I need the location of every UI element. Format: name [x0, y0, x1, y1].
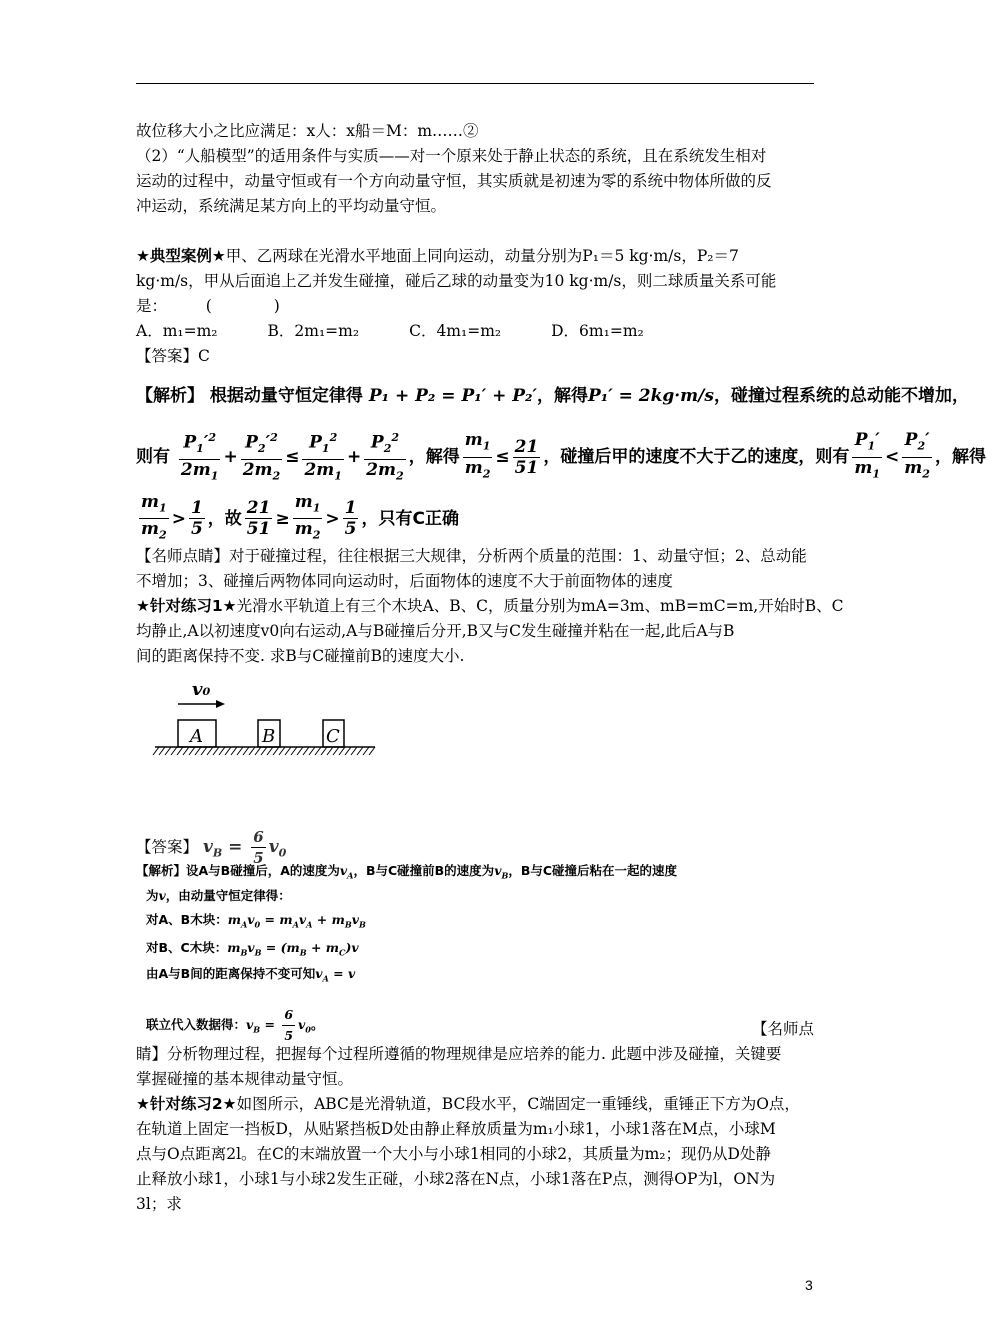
- momentum-equation: P₁ + P₂ = P₁′ + P₂′: [368, 386, 537, 406]
- analysis-text: 联立代入数据得：: [146, 1017, 247, 1032]
- velocity-symbol: $v_A$: [339, 863, 354, 881]
- velocity-inequality: $\frac{P_1'}{m_1}$ < $\frac{P_2'}{m_2}$: [854, 430, 930, 481]
- case-analysis-line1: [136, 386, 969, 406]
- analysis-text: ，解得: [536, 386, 588, 406]
- velocity-symbol: $v_B$: [494, 863, 509, 881]
- ex2-line2: 在轨道上固定一挡板D，从贴紧挡板D处由静止释放质量为m₁小球1，小球1落在M点，小球M: [136, 1120, 776, 1138]
- energy-inequality: $\frac{P_1'^2}{2m_1}$ + $\frac{P_2'^2}{2m_2}$ ≤ $\frac{P_1^2}{2m_1}$ + $\frac{P_2^2}{2m_2}$: [176, 447, 409, 467]
- analysis-text: 对A、B木块：: [146, 912, 228, 927]
- ex1-line3: 间的距离保持不变. 求B与C碰撞前B的速度大小.: [136, 647, 465, 665]
- case-analysis-line2: [136, 428, 986, 486]
- v0-label: v₀: [192, 679, 211, 700]
- analysis-text: ，碰撞过程系统的总动能不增加，: [713, 386, 969, 406]
- ex2-line5: 3l；求: [136, 1195, 182, 1213]
- page-number: 3: [805, 1277, 813, 1293]
- blocks-figure: [150, 675, 380, 765]
- ex2-text1: 如图所示，ABC是光滑轨道，BC段水平，C端固定一重锤线，重锤正下方为O点，: [236, 1095, 800, 1113]
- analysis-text: 由A与B间的距离保持不变可知: [146, 966, 316, 981]
- para1-line3: 运动的过程中，动量守恒或有一个方向动量守恒，其实质就是初速为零的系统中物体所做的反: [136, 172, 772, 190]
- equation-result: $v_B$ = $\frac{6}{5}$ $v_0$: [246, 1007, 311, 1043]
- ex1-tip2: 掌握碰撞的基本规律动量守恒。: [136, 1070, 354, 1088]
- ex1-text1: 光滑水平轨道上有三个木块A、B、C，质量分别为mA=3m、mB=mC=m,开始时B、C: [236, 597, 844, 615]
- velocity-symbol: v: [158, 888, 166, 903]
- block-b-label: B: [262, 726, 276, 747]
- ex1-analysis-line1: [136, 861, 677, 886]
- ex2-line3: 点与O点距离2l。在C的末端放置一个大小与小球1相同的小球2，其质量为m₂；现仍从D处静: [136, 1145, 771, 1163]
- case-analysis-line3: [136, 492, 459, 546]
- ex1-line1: [136, 596, 843, 616]
- ex1-analysis-line5: [146, 964, 355, 989]
- ex1-line2: 均静止,A以初速度v0向右运动,A与B碰撞后分开,B又与C发生碰撞并粘在一起,此后A与B: [136, 622, 735, 640]
- analysis-text: ，解得: [934, 447, 986, 468]
- analysis-text: 【解析】设A与B碰撞后，A的速度为: [136, 863, 340, 878]
- ground-hatching: [153, 747, 375, 755]
- ex1-analysis-line2: [146, 886, 291, 906]
- ex1-tag: ★针对练习1★: [136, 597, 237, 615]
- analysis-text: 对B、C木块：: [146, 940, 228, 955]
- case-line2: kg·m/s，甲从后面追上乙并发生碰撞，碰后乙球的动量变为10 kg·m/s，则二球质量关系可能: [136, 272, 777, 290]
- ex1-tip1: 睛】分析物理过程，把握每个过程所遵循的物理规律是应培养的能力. 此题中涉及碰撞，关键要: [136, 1045, 782, 1063]
- ex2-line4: 止释放小球1，小球1与小球2发生正碰，小球2落在N点，小球1落在P点，测得OP为l，ON为: [136, 1170, 776, 1188]
- case-text1: 甲、乙两球在光滑水平地面上同向运动，动量分别为P₁＝5 kg·m/s，P₂＝7: [225, 247, 739, 265]
- para1-line2: （2）“人船模型”的适用条件与实质——对一个原来处于静止状态的系统，且在系统发生相对: [136, 147, 767, 165]
- block-a-label: A: [190, 726, 203, 747]
- case-line3: 是： ( ): [136, 297, 280, 315]
- analysis-text: ，解得: [408, 447, 460, 468]
- case-answer: 【答案】C: [136, 347, 210, 365]
- mass-ratio-range: $\frac{21}{51}$ ≥ $\frac{m_1}{m_2}$ > $\frac{1}{5}$: [246, 492, 357, 542]
- answer-equation: $v_B$ = $\frac{6}{5}$ $v_0$: [202, 828, 287, 867]
- analysis-text: ，只有C正确: [361, 508, 459, 529]
- ex1-analysis-line6: 联立代入数据得：$v_B$ = $\frac{6}{5}$ $v_0$。: [146, 1007, 324, 1043]
- answer-tag: 【答案】: [136, 838, 199, 856]
- option-d: D．6m₁=m₂: [551, 322, 644, 340]
- analysis-text: ，由动量守恒定律得：: [165, 888, 291, 903]
- para1-line4: 冲运动，系统满足某方向上的平均动量守恒。: [136, 197, 447, 215]
- header-rule: [136, 83, 814, 84]
- equation-bc: $m_Bv_B = (m_B + m_C)v$: [227, 940, 359, 958]
- option-a: A．m₁=m₂: [136, 322, 218, 340]
- analysis-tag: 【解析】: [136, 386, 204, 406]
- ex1-tip-tail: 【名师点: [752, 1020, 815, 1038]
- option-c: C．4m₁=m₂: [409, 322, 502, 340]
- analysis-text: ，碰撞后甲的速度不大于乙的速度，则有: [543, 447, 850, 468]
- ex1-analysis-line3: [146, 910, 366, 935]
- block-c-label: C: [326, 726, 340, 747]
- ex2-tag: ★针对练习2★: [136, 1095, 237, 1113]
- mass-ratio-lower: $\frac{m_1}{m_2}$ > $\frac{1}{5}$: [141, 492, 203, 542]
- option-b: B．2m₁=m₂: [267, 322, 360, 340]
- analysis-text: 为: [146, 888, 159, 903]
- equation-ab: $m_Av_0 = m_Av_A + m_Bv_B$: [227, 912, 366, 930]
- analysis-text: ，B与C碰撞后粘在一起的速度: [508, 863, 678, 878]
- case-tip2: 不增加；3、碰撞后两物体同向运动时，后面物体的速度不大于前面物体的速度: [136, 572, 673, 590]
- mass-ratio-upper: $\frac{m_1}{m_2}$ ≤ $\frac{21}{51}$: [464, 430, 539, 481]
- ex2-line1: [136, 1094, 800, 1114]
- analysis-text: ，B与C碰撞前B的速度为: [353, 863, 495, 878]
- equation-va-v: $v_A = v$: [315, 966, 356, 984]
- analysis-text: 则有: [136, 447, 170, 468]
- momentum-result: P₁′ = 2kg·m/s: [587, 386, 714, 406]
- ex1-analysis-line4: [146, 938, 359, 963]
- case-tag: ★典型案例★: [136, 247, 226, 265]
- analysis-text: ，故: [207, 508, 242, 529]
- analysis-text: 根据动量守恒定律得: [209, 386, 363, 406]
- case-options: [136, 321, 644, 341]
- para1-line1: 故位移大小之比应满足：x人：x船＝M：m……②: [136, 122, 479, 140]
- case-tip1: 【名师点睛】对于碰撞过程，往往根据三大规律，分析两个质量的范围：1、动量守恒；2、总动能: [136, 547, 807, 565]
- case-line1: [136, 246, 739, 266]
